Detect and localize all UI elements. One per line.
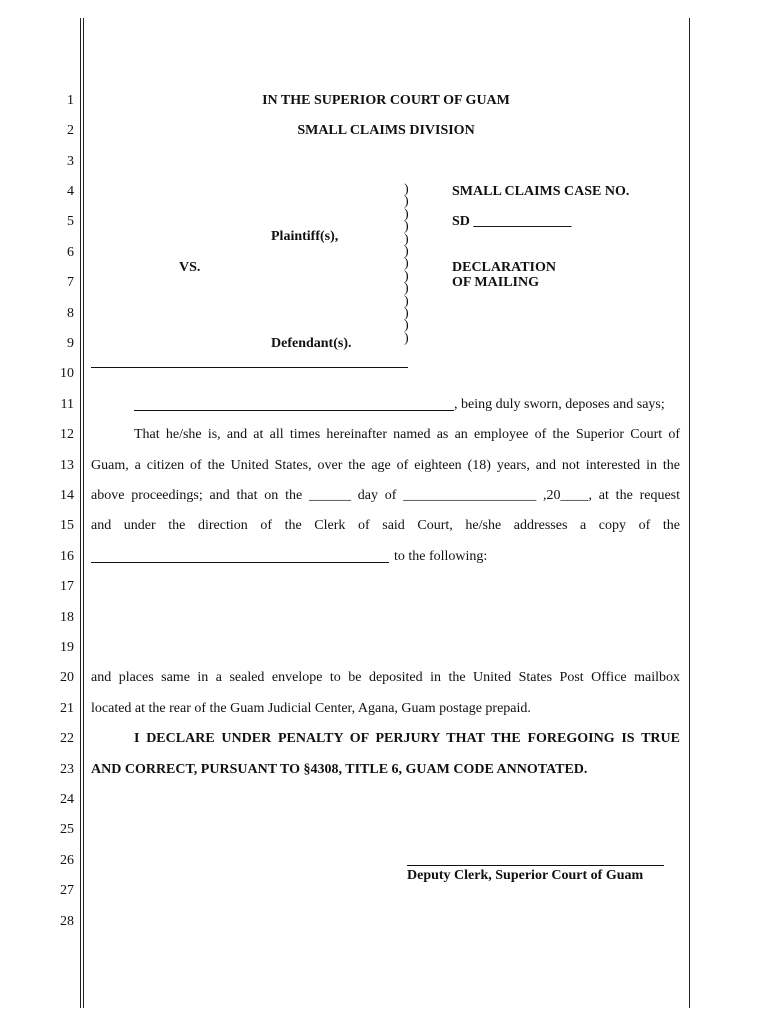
paren-mark: ) [404, 293, 409, 309]
sd-case-number-field[interactable]: SD ______________ [452, 214, 572, 229]
document-title-line2: OF MAILING [452, 275, 539, 290]
division-title: SMALL CLAIMS DIVISION [297, 123, 475, 138]
line-number: 22 [60, 731, 74, 746]
left-margin-rule-inner [83, 18, 84, 1008]
declaration-line-22: I DECLARE UNDER PENALTY OF PERJURY THAT THE FOREGOING IS TRUE [134, 731, 680, 746]
document-name-blank[interactable] [91, 562, 389, 563]
line-number: 12 [60, 427, 74, 442]
paren-mark: ) [404, 281, 409, 297]
line-number: 6 [67, 245, 74, 260]
case-number-label: SMALL CLAIMS CASE NO. [452, 184, 630, 199]
body-line-20: and places same in a sealed envelope to be deposited in the United States Post Office mailbox [91, 670, 680, 685]
line-number: 25 [60, 822, 74, 837]
vs-label: VS. [179, 260, 201, 275]
line-number: 20 [60, 670, 74, 685]
document-title-line1: DECLARATION [452, 260, 556, 275]
line-number: 8 [67, 306, 74, 321]
declaration-line-23: AND CORRECT, PURSUANT TO §4308, TITLE 6, GUAM CODE ANNOTATED. [91, 762, 588, 777]
line-number: 15 [60, 518, 74, 533]
line-number: 7 [67, 275, 74, 290]
line-number: 26 [60, 853, 74, 868]
line-number: 18 [60, 610, 74, 625]
line-number: 28 [60, 914, 74, 929]
body-line-15: and under the direction of the Clerk of said Court, he/she addresses a copy of the [91, 518, 680, 533]
line-number: 3 [67, 154, 74, 169]
paren-mark: ) [404, 318, 409, 334]
caption-bottom-rule [91, 367, 408, 368]
line-number: 4 [67, 184, 74, 199]
body-line-14: above proceedings; and that on the ______ day of ___________________ ,20____, at the request [91, 488, 680, 503]
line-number: 5 [67, 214, 74, 229]
body-line-13: Guam, a citizen of the United States, over the age of eighteen (18) years, and not interested in the [91, 458, 680, 473]
left-margin-rule-outer [80, 18, 81, 1008]
body-line-21: located at the rear of the Guam Judicial Center, Agana, Guam postage prepaid. [91, 701, 531, 716]
caption-paren-column [404, 184, 416, 345]
paren-mark: ) [404, 182, 409, 197]
line-number: 24 [60, 792, 74, 807]
line-number: 9 [67, 336, 74, 351]
court-title: IN THE SUPERIOR COURT OF GUAM [262, 93, 510, 108]
body-line-12: That he/she is, and at all times hereinafter named as an employee of the Superior Court of [134, 427, 680, 442]
line-number: 21 [60, 701, 74, 716]
defendant-label: Defendant(s). [271, 336, 352, 351]
paren-mark: ) [404, 206, 409, 222]
declarant-name-blank[interactable] [134, 410, 454, 411]
paren-mark: ) [404, 243, 409, 259]
line-number: 2 [67, 123, 74, 138]
paren-mark: ) [404, 194, 409, 210]
line-number: 27 [60, 883, 74, 898]
paren-mark: ) [404, 219, 409, 235]
line-number: 19 [60, 640, 74, 655]
body-line-16: to the following: [394, 549, 488, 564]
plaintiff-label: Plaintiff(s), [271, 229, 339, 244]
line-number: 1 [67, 93, 74, 108]
signature-label: Deputy Clerk, Superior Court of Guam [407, 868, 644, 883]
line-number: 10 [60, 366, 74, 381]
paren-mark: ) [404, 268, 409, 284]
right-margin-rule [689, 18, 690, 1008]
paren-mark: ) [404, 256, 409, 272]
body-line-11: , being duly sworn, deposes and says; [454, 397, 665, 412]
line-number: 14 [60, 488, 74, 503]
line-number: 16 [60, 549, 74, 564]
paren-mark: ) [404, 330, 409, 346]
paren-mark: ) [404, 305, 409, 321]
paren-mark: ) [404, 231, 409, 247]
line-number: 17 [60, 579, 74, 594]
line-number: 13 [60, 458, 74, 473]
line-number: 23 [60, 762, 74, 777]
signature-line[interactable] [407, 865, 664, 866]
line-number: 11 [60, 397, 74, 412]
